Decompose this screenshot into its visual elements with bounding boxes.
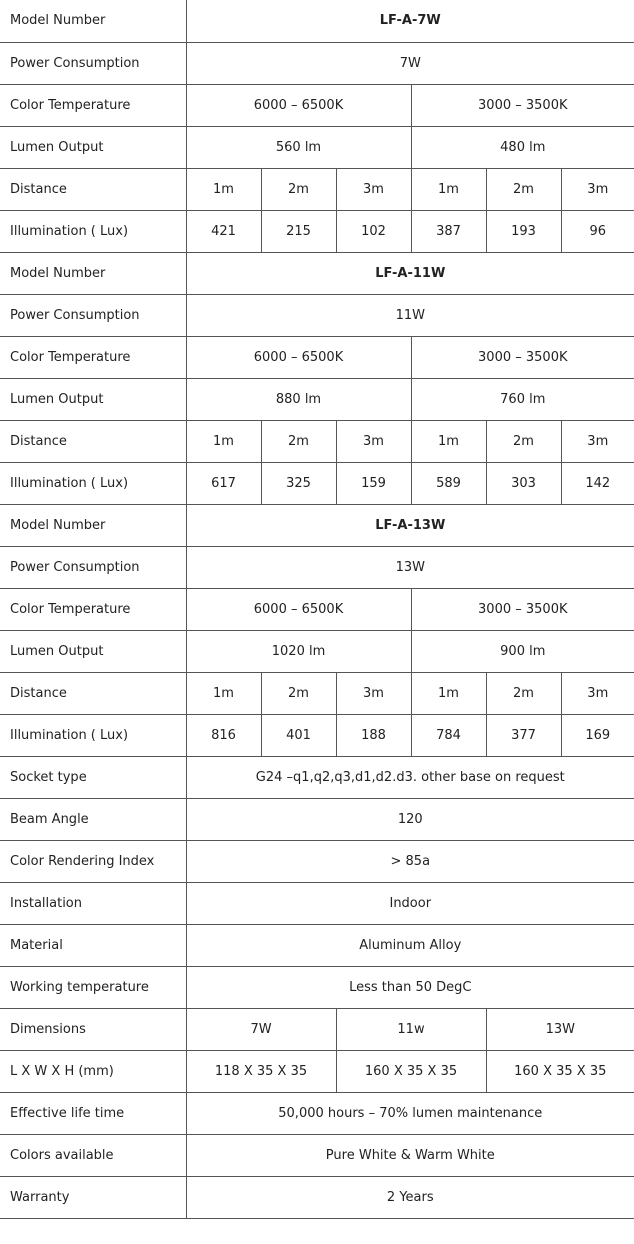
table-row <box>0 462 634 504</box>
row-value: 303 <box>486 462 561 504</box>
row-value: Less than 50 DegC <box>186 966 634 1008</box>
row-value: 2 Years <box>186 1176 634 1218</box>
row-value: 325 <box>261 462 336 504</box>
row-value: 784 <box>411 714 486 756</box>
table-row <box>0 840 634 882</box>
row-label: Illumination ( Lux) <box>0 462 186 504</box>
row-value: 3000 – 3500K <box>411 588 634 630</box>
table-row <box>0 168 634 210</box>
row-label: Socket type <box>0 756 186 798</box>
table-row <box>0 924 634 966</box>
row-value: 159 <box>336 462 411 504</box>
row-label: Model Number <box>0 252 186 294</box>
row-value: 1m <box>186 672 261 714</box>
table-row <box>0 1176 634 1218</box>
row-value: 169 <box>561 714 634 756</box>
row-value: 1m <box>411 420 486 462</box>
row-value: Aluminum Alloy <box>186 924 634 966</box>
row-label: Power Consumption <box>0 546 186 588</box>
table-row <box>0 630 634 672</box>
table-row <box>0 672 634 714</box>
row-label: Power Consumption <box>0 42 186 84</box>
row-value: 120 <box>186 798 634 840</box>
table-row <box>0 882 634 924</box>
row-label: Lumen Output <box>0 630 186 672</box>
row-value: > 85a <box>186 840 634 882</box>
row-value: 2m <box>486 168 561 210</box>
row-value: LF-A-7W <box>186 0 634 42</box>
row-label: Model Number <box>0 504 186 546</box>
table-row <box>0 588 634 630</box>
table-row <box>0 210 634 252</box>
row-value: Indoor <box>186 882 634 924</box>
row-label: Lumen Output <box>0 126 186 168</box>
row-value: 1m <box>186 420 261 462</box>
row-value: 816 <box>186 714 261 756</box>
row-label: Distance <box>0 168 186 210</box>
row-label: Beam Angle <box>0 798 186 840</box>
row-value: 13W <box>186 546 634 588</box>
row-value: 160 X 35 X 35 <box>486 1050 634 1092</box>
row-value: 2m <box>261 672 336 714</box>
row-value: Pure White & Warm White <box>186 1134 634 1176</box>
row-value: 560 lm <box>186 126 411 168</box>
row-label: Distance <box>0 420 186 462</box>
row-label: Distance <box>0 672 186 714</box>
row-value: 13W <box>486 1008 634 1050</box>
row-value: 589 <box>411 462 486 504</box>
row-value: 96 <box>561 210 634 252</box>
row-label: Power Consumption <box>0 294 186 336</box>
row-value: 7W <box>186 42 634 84</box>
row-value: 193 <box>486 210 561 252</box>
table-row <box>0 336 634 378</box>
table-row <box>0 84 634 126</box>
row-label: L X W X H (mm) <box>0 1050 186 1092</box>
row-value: 900 lm <box>411 630 634 672</box>
row-label: Colors available <box>0 1134 186 1176</box>
row-label: Installation <box>0 882 186 924</box>
row-label: Warranty <box>0 1176 186 1218</box>
row-value: 11W <box>186 294 634 336</box>
row-value: 3000 – 3500K <box>411 84 634 126</box>
row-value: 3m <box>561 168 634 210</box>
row-value: 2m <box>261 168 336 210</box>
row-value: 160 X 35 X 35 <box>336 1050 486 1092</box>
row-label: Color Rendering Index <box>0 840 186 882</box>
row-value: 3m <box>336 168 411 210</box>
row-label: Material <box>0 924 186 966</box>
row-value: LF-A-11W <box>186 252 634 294</box>
table-row <box>0 714 634 756</box>
table-row <box>0 1008 634 1050</box>
row-value: 50,000 hours – 70% lumen maintenance <box>186 1092 634 1134</box>
row-value: 215 <box>261 210 336 252</box>
table-row <box>0 504 634 546</box>
row-value: 421 <box>186 210 261 252</box>
table-row <box>0 546 634 588</box>
row-label: Lumen Output <box>0 378 186 420</box>
row-label: Dimensions <box>0 1008 186 1050</box>
table-row <box>0 756 634 798</box>
table-row <box>0 966 634 1008</box>
table-row <box>0 420 634 462</box>
row-value: 760 lm <box>411 378 634 420</box>
row-label: Effective life time <box>0 1092 186 1134</box>
row-value: 880 lm <box>186 378 411 420</box>
row-value: 3m <box>336 420 411 462</box>
table-row <box>0 798 634 840</box>
row-label: Color Temperature <box>0 84 186 126</box>
row-value: 387 <box>411 210 486 252</box>
row-value: 3000 – 3500K <box>411 336 634 378</box>
row-value: 1m <box>186 168 261 210</box>
row-value: 6000 – 6500K <box>186 84 411 126</box>
row-label: Working temperature <box>0 966 186 1008</box>
row-label: Illumination ( Lux) <box>0 714 186 756</box>
row-value: 6000 – 6500K <box>186 588 411 630</box>
table-row <box>0 1050 634 1092</box>
row-label: Illumination ( Lux) <box>0 210 186 252</box>
row-value: 2m <box>261 420 336 462</box>
table-row <box>0 1092 634 1134</box>
table-row <box>0 0 634 42</box>
table-row <box>0 42 634 84</box>
row-value: 11w <box>336 1008 486 1050</box>
row-value: 2m <box>486 672 561 714</box>
row-value: 1m <box>411 672 486 714</box>
row-value: 3m <box>561 672 634 714</box>
row-value: 102 <box>336 210 411 252</box>
row-value: 188 <box>336 714 411 756</box>
row-value: 377 <box>486 714 561 756</box>
row-value: 480 lm <box>411 126 634 168</box>
table-row <box>0 378 634 420</box>
row-label: Model Number <box>0 0 186 42</box>
row-value: 1020 lm <box>186 630 411 672</box>
row-value: 142 <box>561 462 634 504</box>
table-row <box>0 294 634 336</box>
table-row <box>0 126 634 168</box>
row-value: 1m <box>411 168 486 210</box>
table-row <box>0 1134 634 1176</box>
row-value: 2m <box>486 420 561 462</box>
row-value: G24 –q1,q2,q3,d1,d2.d3. other base on request <box>186 756 634 798</box>
row-value: 617 <box>186 462 261 504</box>
row-value: 6000 – 6500K <box>186 336 411 378</box>
row-label: Color Temperature <box>0 336 186 378</box>
row-value: 118 X 35 X 35 <box>186 1050 336 1092</box>
row-value: 3m <box>336 672 411 714</box>
row-label: Color Temperature <box>0 588 186 630</box>
table-row <box>0 252 634 294</box>
row-value: 7W <box>186 1008 336 1050</box>
row-value: 3m <box>561 420 634 462</box>
row-value: 401 <box>261 714 336 756</box>
row-value: LF-A-13W <box>186 504 634 546</box>
